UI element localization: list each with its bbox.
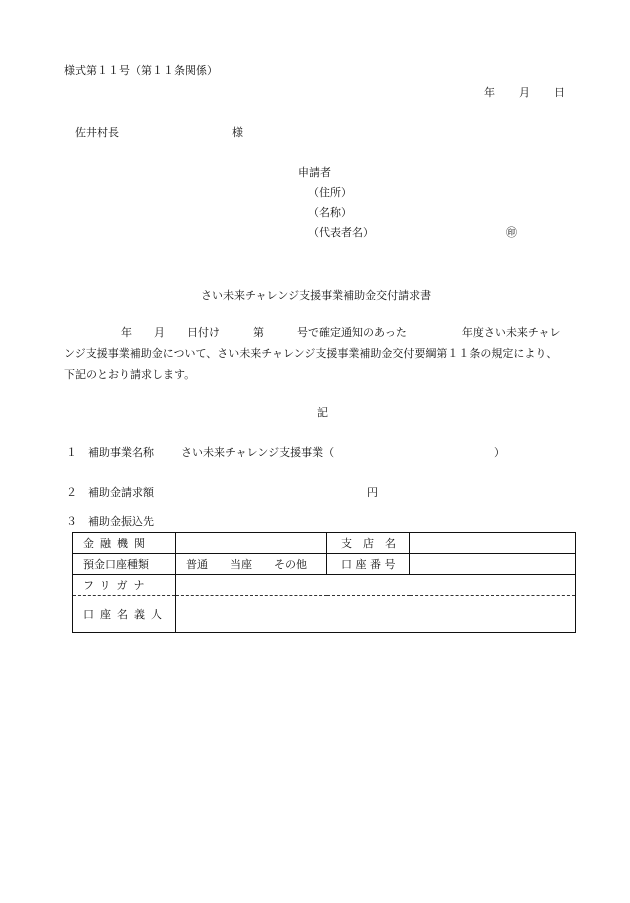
- date-day: 日: [554, 86, 565, 99]
- account-type-label: 預金口座種類: [73, 554, 176, 575]
- applicant-address-label: （住所）: [308, 186, 352, 199]
- item2-number: ２: [66, 486, 77, 499]
- branch-label: 支 店 名: [327, 533, 410, 554]
- seal-mark: [506, 226, 517, 240]
- furigana-label: フリガナ: [73, 575, 176, 596]
- date-year: 年: [484, 86, 495, 99]
- account-type-options: 普通 当座 その他: [176, 554, 327, 575]
- account-number-label: 口 座 番 号: [327, 554, 410, 575]
- applicant-name-label: （名称）: [308, 206, 352, 219]
- item1-close: ）: [494, 446, 505, 459]
- holder-value: [176, 596, 576, 633]
- institution-value: [176, 533, 327, 554]
- document-title: さい未来チャレンジ支援事業補助金交付請求書: [201, 289, 432, 302]
- ki-heading: 記: [317, 406, 328, 419]
- applicant-rep-label: （代表者名）: [308, 226, 374, 239]
- body-line-2: ンジ支援事業補助金について、さい未来チャレンジ支援事業補助金交付要綱第１１条の規定により、: [64, 347, 558, 360]
- item3-label: 補助金振込先: [88, 515, 154, 528]
- holder-label: 口座名義人: [73, 596, 176, 633]
- applicant-label: 申請者: [298, 166, 331, 179]
- form-number: 様式第１１号（第１１条関係）: [64, 64, 218, 77]
- institution-label: 金融機関: [73, 533, 176, 554]
- body-line-3: 下記のとおり請求します。: [64, 368, 196, 381]
- item3-number: ３: [66, 515, 77, 528]
- account-number-value: [410, 554, 576, 575]
- item1-number: １: [66, 446, 77, 459]
- seal-icon: ㊞: [506, 226, 517, 239]
- furigana-value: [176, 575, 576, 596]
- item1-label: 補助事業名称: [88, 446, 154, 459]
- bank-table: [72, 532, 576, 633]
- date-month: 月: [519, 86, 530, 99]
- branch-value: [410, 533, 576, 554]
- item2-unit: 円: [367, 486, 378, 499]
- body-line-1: 年 月 日付け 第 号で確定通知のあった 年度さい未来チャレ: [121, 326, 561, 339]
- addressee-honorific: 様: [232, 126, 243, 139]
- addressee-name: 佐井村長: [75, 126, 119, 139]
- item2-label: 補助金請求額: [88, 486, 154, 499]
- item1-value: さい未来チャレンジ支援事業（: [181, 446, 335, 459]
